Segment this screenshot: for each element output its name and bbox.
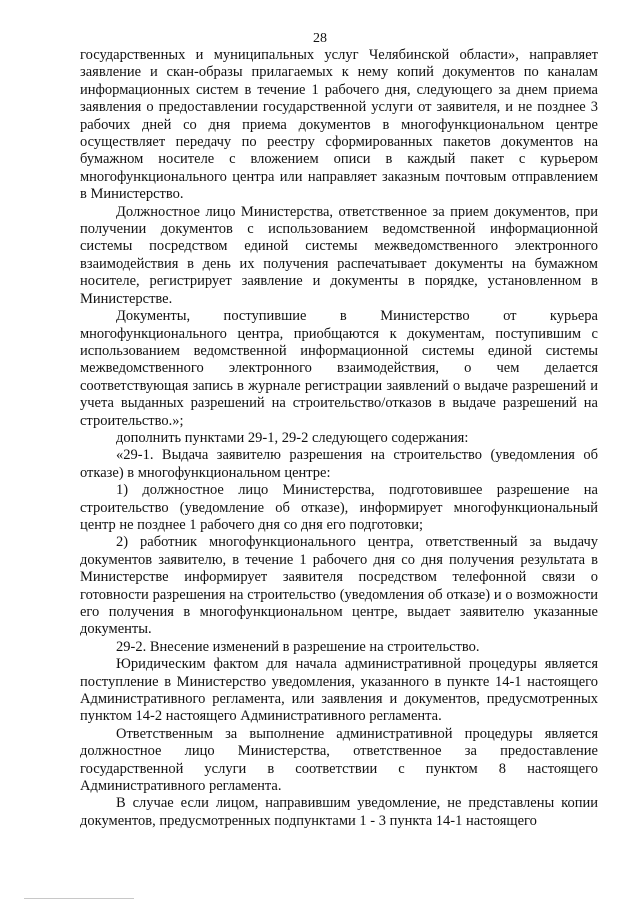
paragraph-legal-fact: Юридическим фактом для начала административной процедуры является поступление в Министерство уведомления, указанного в пункте 14-1 настоящего Административного регламента, или заявления и документов, предусмотренных пунктом 14-2 настоящего Административного регламента. (80, 656, 598, 725)
paragraph-item-1: 1) должностное лицо Министерства, подготовившее разрешение на строительство (уведомление об отказе), информирует многофункциональный центр не позднее 1 рабочего дня со дня его подготовки; (80, 482, 598, 533)
paragraph-courier-documents: Документы, поступившие в Министерство от курьера многофункционального центра, приобщаются к документам, поступившим с использованием ведомственной информационной системы единой системы межведомственного электронного взаимодействия, о чем делается соответствующая запись в журнале регистрации заявлений о выдаче разрешений и учета выданных разрешений на строительство/отказов в выдаче разрешений на строительство.»; (80, 308, 598, 429)
paragraph-clause-29-1: «29-1. Выдача заявителю разрешения на строительство (уведомления об отказе) в многофункциональном центре: (80, 447, 598, 481)
document-body (80, 47, 598, 830)
paragraph-amendment-intro: дополнить пунктами 29-1, 29-2 следующего содержания: (116, 429, 469, 446)
page-number: 28 (313, 31, 327, 46)
paragraph-missing-copies: В случае если лицом, направившим уведомление, не представлены копии документов, предусмотренных подпунктами 1 - 3 пункта 14-1 настоящего (80, 795, 598, 829)
scan-edge-mark (24, 898, 134, 899)
paragraph-item-2: 2) работник многофункционального центра, ответственный за выдачу документов заявителю, в течение 1 рабочего дня со дня получения результата в Министерстве информирует заявителя посредством телефонной связи о готовности разрешения на строительство (уведомления об отказе) и о возможности его получения в многофункциональном центре, выдает заявителю указанные документы. (80, 534, 598, 638)
paragraph-responsible: Ответственным за выполнение административной процедуры является должностное лицо Министерства, ответственное за предоставление государственной услуги в соответствии с пунктом 8 настоящего Административного регламента. (80, 725, 598, 795)
paragraph-official-receipt: Должностное лицо Министерства, ответственное за прием документов, при получении документов с использованием ведомственной информационной системы посредством единой системы межведомственного электронного взаимодействия в день их получения распечатывает документы на бумажном носителе, регистрирует заявление и документы в порядке, установленном в Министерстве. (80, 203, 598, 307)
paragraph-continuation: государственных и муниципальных услуг Челябинской области», направляет заявление и скан-образы прилагаемых к нему копий документов по каналам информационных систем в течение 1 рабочего дня, следующего за днем приема заявления о предоставлении государственной услуги от заявителя, и не позднее 3 рабочих дней со дня приема документов в многофункциональном центре осуществляет передачу по реестру сформированных пакетов документов на бумажном носителе с вложением описи в каждый пакет с курьером многофункционального центра или направляет заказным почтовым отправлением в Министерство. (80, 47, 598, 203)
paragraph-clause-29-2: 29-2. Внесение изменений в разрешение на строительство. (116, 638, 480, 655)
